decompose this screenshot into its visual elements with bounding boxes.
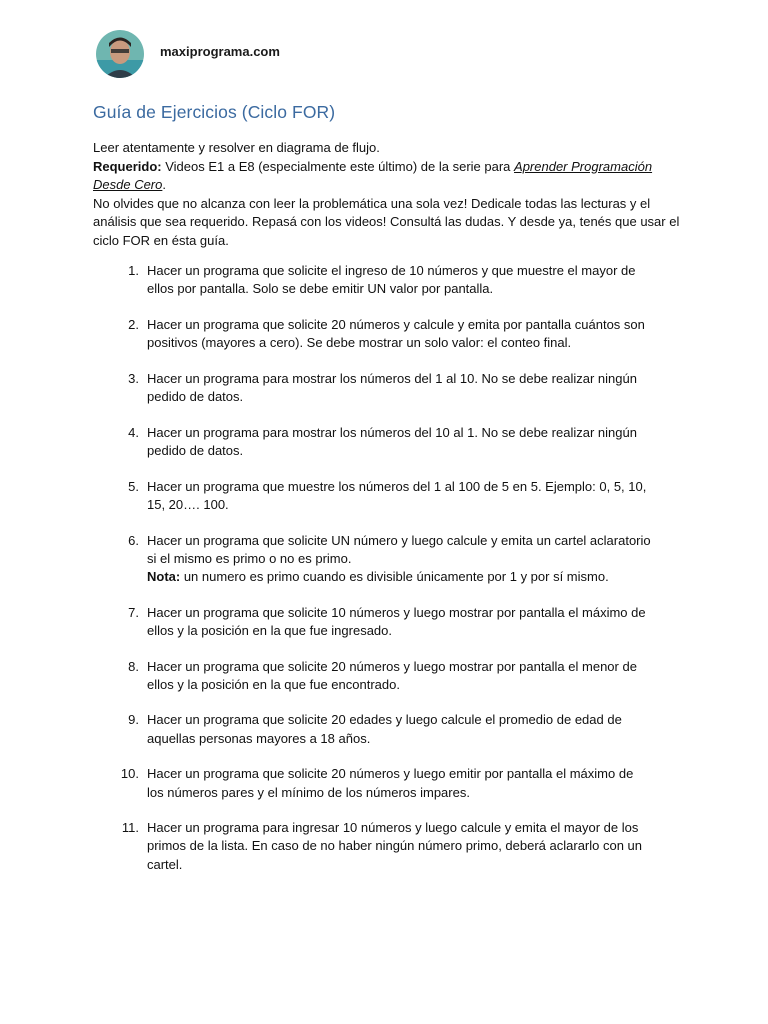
requirement-label: Requerido:	[93, 158, 162, 174]
exercise-item	[93, 316, 653, 352]
page-title: Guía de Ejercicios (Ciclo FOR)	[93, 102, 336, 122]
exercise-number: 8.	[128, 658, 139, 674]
exercise-item	[93, 658, 653, 694]
requirement-line	[93, 158, 683, 195]
exercise-number: 9.	[128, 712, 139, 728]
note-text: un numero es primo cuando es divisible únicamente por 1 y por sí mismo.	[180, 568, 609, 584]
exercise-text: Hacer un programa que solicite 10 números y luego mostrar por pantalla el máximo de ellos y la posición en la que fue ingresado.	[147, 604, 646, 638]
exercise-item	[93, 370, 653, 406]
exercise-body	[139, 370, 653, 406]
exercise-number: 2.	[128, 316, 139, 332]
exercise-number: 11.	[121, 820, 139, 836]
exercise-number: 1.	[128, 263, 139, 278]
exercise-number: 10.	[120, 766, 139, 782]
exercise-number: 4.	[128, 424, 139, 440]
exercise-body	[139, 478, 653, 514]
header	[96, 30, 280, 78]
exercise-body	[139, 532, 653, 587]
intro-text	[93, 139, 683, 251]
exercise-note	[147, 568, 653, 586]
exercise-text: Hacer un programa que solicite 20 edades y luego calcule el promedio de edad de aquellas personas mayores a 18 años.	[147, 712, 622, 746]
exercise-number: 7.	[128, 604, 139, 620]
exercise-item	[93, 424, 653, 460]
exercise-body	[139, 316, 653, 352]
exercise-item	[93, 604, 653, 640]
exercise-text: Hacer un programa para mostrar los números del 1 al 10. No se debe realizar ningún pedido de datos.	[147, 370, 637, 405]
exercise-body	[139, 262, 653, 298]
exercise-list	[93, 262, 653, 891]
exercise-number: 5.	[128, 478, 139, 494]
requirement-end: .	[162, 177, 166, 193]
author-avatar	[96, 30, 144, 78]
requirement-text: Videos E1 a E8 (especialmente este último) de la serie para	[161, 158, 515, 174]
exercise-item	[93, 819, 653, 874]
exercise-item	[93, 532, 653, 587]
intro-paragraph: No olvides que no alcanza con leer la problemática una sola vez! Dedicale todas las lecturas y el análisis que sea requerido. Repasá con los videos! Consultá las dudas. Y desde ya, tenés que usar el ciclo FOR en ésta guía.	[93, 195, 680, 248]
exercise-body	[139, 604, 653, 640]
exercise-text: Hacer un programa que solicite 20 números y luego emitir por pantalla el máximo de los números pares y el mínimo de los números impares.	[147, 766, 634, 800]
exercise-item	[93, 478, 653, 514]
exercise-text: Hacer un programa para mostrar los números del 10 al 1. No se debe realizar ningún pedido de datos.	[147, 424, 637, 458]
exercise-item	[93, 765, 653, 801]
intro-line: Leer atentamente y resolver en diagrama de flujo.	[93, 140, 380, 155]
exercise-body	[139, 658, 653, 694]
exercise-body	[139, 819, 653, 874]
exercise-body	[139, 765, 653, 801]
exercise-number: 6.	[128, 532, 139, 548]
note-label: Nota:	[147, 568, 181, 584]
exercise-text: Hacer un programa que solicite el ingreso de 10 números y que muestre el mayor de ellos por pantalla. Solo se debe emitir UN valor por pantalla.	[147, 263, 636, 297]
exercise-body	[139, 424, 653, 460]
course-link[interactable]: Aprender Programación Desde Cero	[93, 158, 653, 193]
exercise-text: Hacer un programa que muestre los números del 1 al 100 de 5 en 5. Ejemplo: 0, 5, 10, 15, 20…. 100.	[147, 478, 647, 512]
exercise-text: Hacer un programa que solicite UN número y luego calcule y emita un cartel aclaratorio si el mismo es primo o no es primo.	[147, 532, 651, 566]
exercise-item	[93, 711, 653, 747]
exercise-number: 3.	[128, 370, 139, 386]
exercise-item	[93, 262, 653, 298]
site-name: maxiprograma.com	[160, 43, 280, 59]
exercise-body	[139, 711, 653, 747]
exercise-text: Hacer un programa que solicite 20 números y calcule y emita por pantalla cuántos son positivos (mayores a cero). Se debe mostrar un solo valor: el conteo final.	[147, 316, 645, 351]
exercise-text: Hacer un programa para ingresar 10 números y luego calcule y emita el mayor de los primos de la lista. En caso de no haber ningún número primo, deberá aclararlo con un cartel.	[147, 820, 643, 872]
exercise-text: Hacer un programa que solicite 20 números y luego mostrar por pantalla el menor de ellos y la posición en la que fue encontrado.	[147, 658, 637, 692]
